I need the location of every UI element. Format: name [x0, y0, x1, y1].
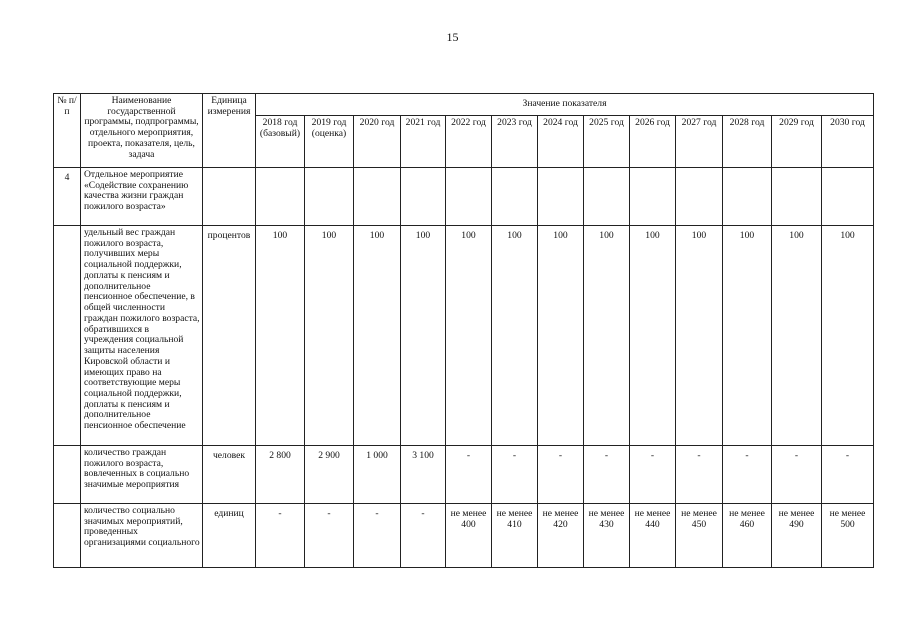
- row-value: -: [584, 446, 630, 504]
- year-header: 2030 год: [822, 116, 874, 168]
- row-value: -: [676, 446, 723, 504]
- year-header: 2020 год: [354, 116, 401, 168]
- row-value: не менее 420: [538, 504, 584, 568]
- row-value: -: [538, 446, 584, 504]
- year-header: 2024 год: [538, 116, 584, 168]
- row-value: 2 800: [256, 446, 305, 504]
- table-row: [54, 446, 874, 504]
- row-value: [676, 168, 723, 226]
- row-value: 100: [401, 226, 446, 446]
- row-num: [54, 504, 81, 568]
- row-value: 2 900: [305, 446, 354, 504]
- year-header: 2019 год (оценка): [305, 116, 354, 168]
- row-value: 1 000: [354, 446, 401, 504]
- row-value: [401, 168, 446, 226]
- row-name: удельный вес граждан пожилого возраста, получивших меры социальной поддержки, доплаты к пенсиям и дополнительное пенсионное обеспечение, в общей численности граждан пожилого возраста, обратившихся в учреждения социальной защиты населения Кировской области и имеющих право на соответствующие меры социальной поддержки, доплаты к пенсиям и дополнительное пенсионное обеспечение: [81, 226, 203, 446]
- row-value: 100: [446, 226, 492, 446]
- header-num: № п/п: [54, 94, 81, 168]
- row-value: [538, 168, 584, 226]
- header-unit: Единица измерения: [203, 94, 256, 168]
- row-num: [54, 226, 81, 446]
- row-value: не менее 490: [772, 504, 822, 568]
- row-value: [305, 168, 354, 226]
- year-header: 2022 год: [446, 116, 492, 168]
- year-header: 2026 год: [630, 116, 676, 168]
- row-value: не менее 450: [676, 504, 723, 568]
- row-value: [446, 168, 492, 226]
- row-unit: человек: [203, 446, 256, 504]
- page-number: 15: [446, 30, 459, 44]
- year-header: 2021 год: [401, 116, 446, 168]
- row-value: -: [723, 446, 772, 504]
- row-value: [584, 168, 630, 226]
- row-value: 100: [822, 226, 874, 446]
- row-value: 100: [676, 226, 723, 446]
- header-values: Значение показателя: [256, 94, 874, 116]
- row-name: количество социально значимых мероприятий, проведенных организациями социального: [81, 504, 203, 568]
- header-name: Наименование государственной программы, подпрограммы, отдельного мероприятия, проекта, показателя, цель, задача: [81, 94, 203, 168]
- table-row: [54, 168, 874, 226]
- row-value: не менее 400: [446, 504, 492, 568]
- row-value: не менее 440: [630, 504, 676, 568]
- row-value: [492, 168, 538, 226]
- row-value: -: [492, 446, 538, 504]
- row-value: 3 100: [401, 446, 446, 504]
- row-num: 4: [54, 168, 81, 226]
- row-value: -: [256, 504, 305, 568]
- row-value: -: [446, 446, 492, 504]
- year-header: 2018 год (базовый): [256, 116, 305, 168]
- row-value: -: [401, 504, 446, 568]
- row-name: Отдельное мероприятие «Содействие сохранению качества жизни граждан пожилого возраста»: [81, 168, 203, 226]
- row-value: не менее 410: [492, 504, 538, 568]
- row-value: не менее 500: [822, 504, 874, 568]
- row-value: -: [305, 504, 354, 568]
- row-value: [723, 168, 772, 226]
- table-row: [54, 504, 874, 568]
- row-value: 100: [305, 226, 354, 446]
- row-value: 100: [723, 226, 772, 446]
- row-value: -: [822, 446, 874, 504]
- row-num: [54, 446, 81, 504]
- row-value: [354, 168, 401, 226]
- row-value: 100: [492, 226, 538, 446]
- row-value: 100: [772, 226, 822, 446]
- header-row-1: [54, 94, 874, 116]
- row-value: -: [354, 504, 401, 568]
- row-value: [772, 168, 822, 226]
- row-value: -: [630, 446, 676, 504]
- row-value: [256, 168, 305, 226]
- row-unit: единиц: [203, 504, 256, 568]
- row-value: 100: [630, 226, 676, 446]
- row-unit: процентов: [203, 226, 256, 446]
- row-value: не менее 430: [584, 504, 630, 568]
- row-value: 100: [256, 226, 305, 446]
- row-name: количество граждан пожилого возраста, вовлеченных в социально значимые мероприятия: [81, 446, 203, 504]
- year-header: 2029 год: [772, 116, 822, 168]
- row-value: 100: [354, 226, 401, 446]
- row-value: -: [772, 446, 822, 504]
- table-row: [54, 226, 874, 446]
- year-header: 2027 год: [676, 116, 723, 168]
- row-value: [822, 168, 874, 226]
- year-header: 2028 год: [723, 116, 772, 168]
- row-value: 100: [538, 226, 584, 446]
- year-header: 2025 год: [584, 116, 630, 168]
- year-header: 2023 год: [492, 116, 538, 168]
- row-value: не менее 460: [723, 504, 772, 568]
- row-value: 100: [584, 226, 630, 446]
- row-value: [630, 168, 676, 226]
- indicators-table: [53, 93, 874, 568]
- row-unit: [203, 168, 256, 226]
